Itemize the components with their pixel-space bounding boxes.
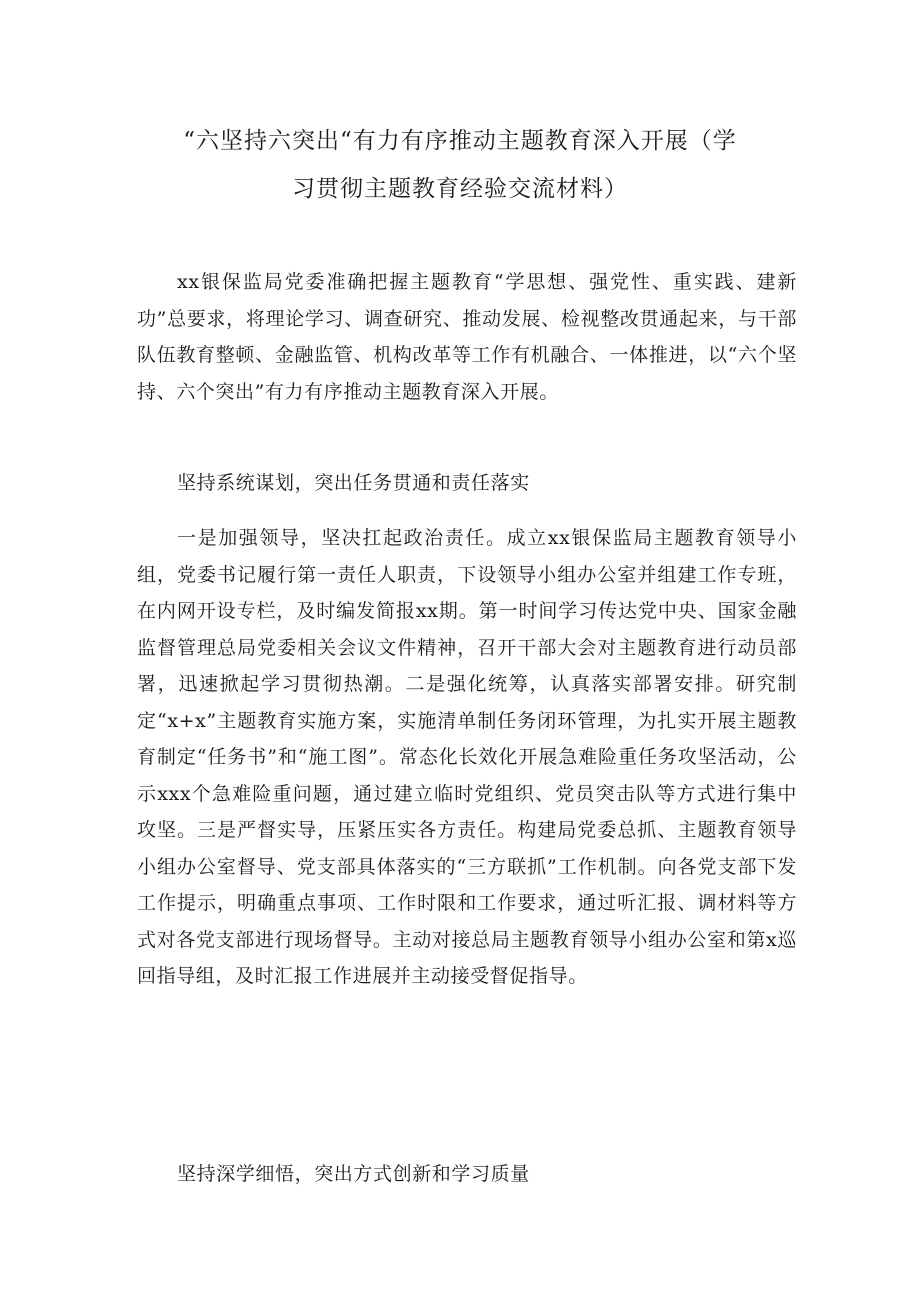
intro-text: xx银保监局党委准确把握主题教育“学思想、强党性、重实践、建新功”总要求，将理论学习、调查研究、推动发展、检视整改贯通起来，与干部队伍教育整顿、金融监管、机构改革等工作有机融合、一体推进，以“六个坚持、六个突出”有力有序推动主题教育深入开展。 [137,271,797,403]
intro-paragraph [137,264,797,410]
section-heading-1: 坚持系统谋划，突出任务贯通和责任落实 [177,472,530,494]
section-heading-2: 坚持深学细悟，突出方式创新和学习质量 [177,1163,530,1185]
body-paragraph-1 [137,520,797,995]
document-title-line-1: “六坚持六突出“有力有序推动主题教育深入开展（学 [183,128,737,154]
document-title-line-2: 习贯彻主题教育经验交流材料） [292,176,628,202]
paragraph-1-text: 一是加强领导，坚决扛起政治责任。成立xx银保监局主题教育领导小组，党委书记履行第一责任人职责，下设领导小组办公室并组建工作专班，在内网开设专栏，及时编发简报xx期。第一时间学习传达党中央、国家金融监督管理总局党委相关会议文件精神，召开干部大会对主题教育进行动员部署，迅速掀起学习贯彻热潮。二是强化统筹，认真落实部署安排。研究制定“x+x”主题教育实施方案，实施清单制任务闭环管理，为扎实开展主题教育制定“任务书”和“施工图”。常态化长效化开展急难险重任务攻坚活动，公示xxx个急难险重问题，通过建立临时党组织、党员突击队等方式进行集中攻坚。三是严督实导，压紧压实各方责任。构建局党委总抓、主题教育领导小组办公室督导、党支部具体落实的“三方联抓”工作机制。向各党支部下发工作提示，明确重点事项、工作时限和工作要求，通过听汇报、调材料等方式对各党支部进行现场督导。主动对接总局主题教育领导小组办公室和第x巡回指导组，及时汇报工作进展并主动接受督促指导。 [137,527,797,987]
